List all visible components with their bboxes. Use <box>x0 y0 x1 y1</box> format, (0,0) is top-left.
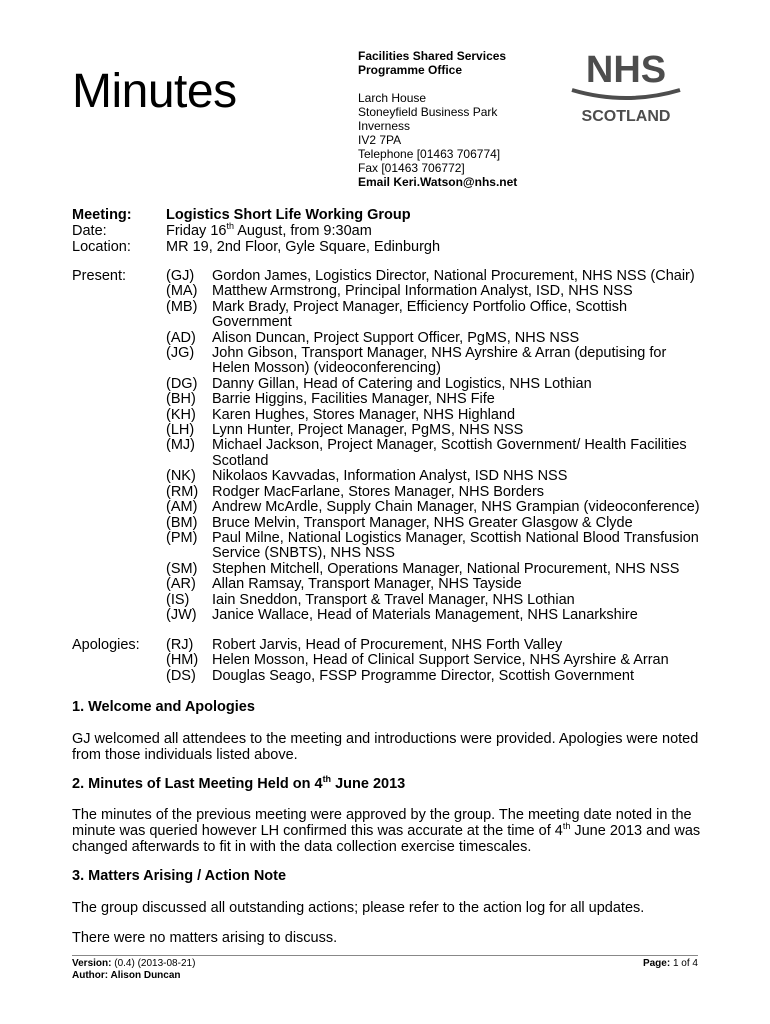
person-details: Michael Jackson, Project Manager, Scottish Government/ Health Facilities <box>212 437 687 454</box>
footer-divider <box>72 955 698 956</box>
person-initials: (GJ) <box>166 268 195 284</box>
apologies-row <box>72 669 702 684</box>
apologies-list <box>72 638 702 684</box>
person-details: Helen Mosson, Head of Clinical Support Service, NHS Ayrshire & Arran <box>212 652 669 669</box>
person-details: Iain Sneddon, Transport & Travel Manager, NHS Lothian <box>212 591 575 608</box>
present-row <box>72 531 702 546</box>
logo-swoosh-icon <box>572 90 680 98</box>
logo-nhs-text: NHS <box>585 49 667 91</box>
person-details: Scotland <box>212 452 269 469</box>
nhs-scotland-logo <box>566 46 686 126</box>
person-initials: (JG) <box>166 345 195 362</box>
present-row <box>72 516 702 531</box>
page-footer <box>72 958 698 982</box>
present-row <box>72 485 702 500</box>
present-row <box>72 361 702 376</box>
section-1-heading: 1. Welcome and Apologies <box>72 699 255 715</box>
person-details: Alison Duncan, Project Support Officer, PgMS, NHS NSS <box>212 329 580 346</box>
person-details: Bruce Melvin, Transport Manager, NHS Greater Glasgow & Clyde <box>212 514 633 531</box>
present-row <box>72 269 702 284</box>
present-row <box>72 392 702 407</box>
person-initials: (NK) <box>166 468 196 485</box>
person-initials: (MB) <box>166 298 198 315</box>
present-row <box>72 608 702 623</box>
meeting-date: Friday 16th August, from 9:30am <box>166 221 372 239</box>
person-details: Janice Wallace, Head of Materials Management, NHS Lanarkshire <box>212 606 638 623</box>
person-details: Danny Gillan, Head of Catering and Logistics, NHS Lothian <box>212 375 592 392</box>
present-list <box>72 269 702 623</box>
section-3-heading: 3. Matters Arising / Action Note <box>72 868 287 884</box>
person-initials: (IS) <box>166 591 190 608</box>
present-row <box>72 546 702 561</box>
footer-author: Author: Alison Duncan <box>72 970 181 981</box>
person-initials: (BM) <box>166 514 198 531</box>
person-details: Nikolaos Kavvadas, Information Analyst, ISD NHS NSS <box>212 468 568 485</box>
present-row <box>72 300 702 315</box>
present-row <box>72 408 702 423</box>
location-label: Location: <box>72 239 131 255</box>
logo-scotland-text: SCOTLAND <box>581 108 671 125</box>
person-initials: (MJ) <box>166 437 195 454</box>
person-initials: (DS) <box>166 667 196 684</box>
person-details: Rodger MacFarlane, Stores Manager, NHS Borders <box>212 483 545 500</box>
present-row <box>72 500 702 515</box>
present-row <box>72 469 702 484</box>
footer-page-number: Page: 1 of 4 <box>642 958 698 969</box>
person-initials: (SM) <box>166 560 198 577</box>
present-row <box>72 331 702 346</box>
person-details: John Gibson, Transport Manager, NHS Ayrshire & Arran (deputising for <box>212 345 667 362</box>
person-initials: (RJ) <box>166 637 194 653</box>
present-row <box>72 346 702 361</box>
present-row <box>72 438 702 453</box>
person-initials: (BH) <box>166 391 196 408</box>
person-details: Helen Mosson) (videoconferencing) <box>212 360 441 377</box>
meeting-details <box>72 207 440 255</box>
person-details: Andrew McArdle, Supply Chain Manager, NHS Grampian (videoconference) <box>212 499 700 516</box>
office-email: Email Keri.Watson@nhs.net <box>358 175 518 189</box>
person-initials: (MA) <box>166 283 198 300</box>
office-name-line1: Facilities Shared Services <box>358 49 507 63</box>
person-initials: (AM) <box>166 499 198 516</box>
present-row <box>72 454 702 469</box>
meeting-location: MR 19, 2nd Floor, Gyle Square, Edinburgh <box>166 239 441 255</box>
person-initials: (HM) <box>166 652 199 669</box>
present-row <box>72 577 702 592</box>
person-initials: (LH) <box>166 422 195 439</box>
present-label: Present: <box>72 268 126 284</box>
present-row <box>72 423 702 438</box>
office-telephone: Telephone [01463 706774] <box>358 147 501 161</box>
person-details: Barrie Higgins, Facilities Manager, NHS Fife <box>212 391 495 408</box>
document-title: Minutes <box>72 65 237 118</box>
person-details: Service (SNBTS), NHS NSS <box>212 545 395 562</box>
meeting-label: Meeting: <box>72 207 132 223</box>
section-2-text: The minutes of the previous meeting were approved by the group. The meeting date noted in the minute was queried however LH confirmed this was accurate at the time of 4th June 2013 and was changed afterwards to fit in with the data collection exercise timescales. <box>72 807 701 855</box>
person-details: Stephen Mitchell, Operations Manager, National Procurement, NHS NSS <box>212 560 680 577</box>
apologies-row <box>72 638 702 653</box>
office-address-line: Larch House <box>358 91 427 105</box>
section-3-text-1: The group discussed all outstanding actions; please refer to the action log for all updates. <box>72 900 645 916</box>
person-details: Paul Milne, National Logistics Manager, Scottish National Blood Transfusion <box>212 529 699 546</box>
office-address-block <box>358 49 517 189</box>
person-details: Government <box>212 314 292 331</box>
apologies-label: Apologies: <box>72 637 140 653</box>
footer-version: Version: (0.4) (2013-08-21) <box>72 958 196 969</box>
person-details: Mark Brady, Project Manager, Efficiency Portfolio Office, Scottish <box>212 298 628 315</box>
office-fax: Fax [01463 706772] <box>358 161 465 175</box>
present-row <box>72 593 702 608</box>
section-1-text: GJ welcomed all attendees to the meeting and introductions were provided. Apologies were noted from those individuals listed above. <box>72 731 699 763</box>
date-label: Date: <box>72 223 107 239</box>
person-initials: (AD) <box>166 329 196 346</box>
present-row <box>72 284 702 299</box>
present-row <box>72 377 702 392</box>
person-details: Allan Ramsay, Transport Manager, NHS Tayside <box>212 576 522 593</box>
person-initials: (DG) <box>166 375 198 392</box>
present-row <box>72 315 702 330</box>
office-address-line: Inverness <box>358 119 411 133</box>
person-details: Gordon James, Logistics Director, National Procurement, NHS NSS (Chair) <box>212 268 695 284</box>
present-row <box>72 562 702 577</box>
person-initials: (JW) <box>166 606 197 623</box>
section-3-text-2: There were no matters arising to discuss. <box>72 930 338 946</box>
person-initials: (PM) <box>166 529 198 546</box>
person-details: Douglas Seago, FSSP Programme Director, Scottish Government <box>212 667 635 684</box>
section-2-heading: 2. Minutes of Last Meeting Held on 4th June 2013 <box>72 774 406 792</box>
office-address-line: Stoneyfield Business Park <box>358 105 498 119</box>
office-name-line2: Programme Office <box>358 63 463 77</box>
office-address-line: IV2 7PA <box>358 133 402 147</box>
meeting-name: Logistics Short Life Working Group <box>166 207 411 223</box>
person-initials: (AR) <box>166 576 196 593</box>
person-details: Matthew Armstrong, Principal Information Analyst, ISD, NHS NSS <box>212 283 633 300</box>
person-initials: (RM) <box>166 483 199 500</box>
apologies-row <box>72 653 702 668</box>
person-initials: (KH) <box>166 406 196 423</box>
person-details: Robert Jarvis, Head of Procurement, NHS Forth Valley <box>212 637 563 653</box>
person-details: Lynn Hunter, Project Manager, PgMS, NHS NSS <box>212 422 524 439</box>
person-details: Karen Hughes, Stores Manager, NHS Highland <box>212 406 516 423</box>
